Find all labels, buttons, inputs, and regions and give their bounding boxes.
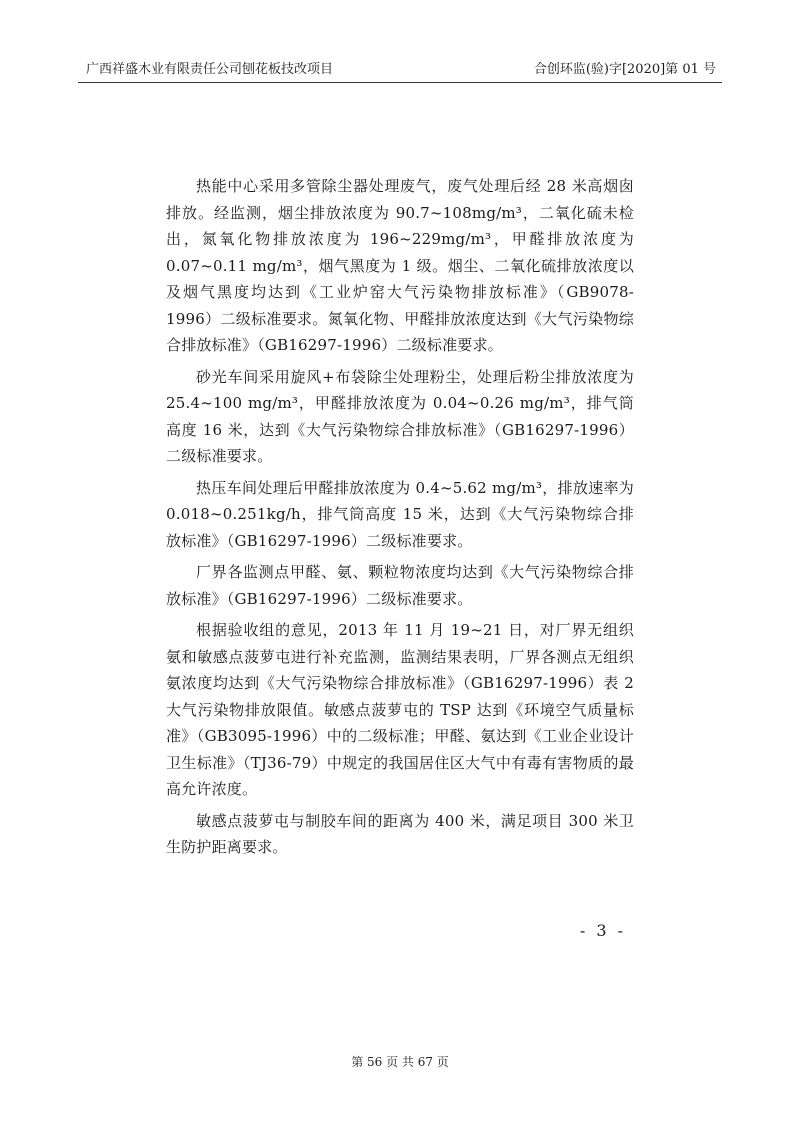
paragraph-hot-press-workshop: 热压车间处理后甲醛排放浓度为 0.4~5.62 mg/m³，排放速率为 0.018~0.251kg/h，排气筒高度 15 米，达到《大气污染物综合排放标准》（GB16297-1996）二级标准要求。 [166, 478, 634, 550]
body-text [166, 173, 634, 866]
paragraph-sanding-workshop: 砂光车间采用旋风+布袋除尘处理粉尘，处理后粉尘排放浓度为 25.4~100 mg/m³，甲醛排放浓度为 0.04~0.26 mg/m³，排气筒高度 16 米，达到《大气污染物综合排放标准》（GB16297-1996）二级标准要求。 [166, 367, 634, 465]
header-project-title: 广西祥盛木业有限责任公司刨花板技改项目 [86, 62, 334, 77]
paragraph-protection-distance: 敏感点菠萝屯与制胶车间的距离为 400 米，满足项目 300 米卫生防护距离要求。 [166, 811, 634, 856]
page-number: - 3 - [579, 921, 626, 940]
page-header [78, 60, 722, 83]
paragraph-heat-center: 热能中心采用多管除尘器处理废气，废气处理后经 28 米高烟囱排放。经监测，烟尘排放浓度为 90.7~108mg/m³，二氧化硫未检出，氮氧化物排放浓度为 196~229mg/m³，甲醛排放浓度为 0.07~0.11 mg/m³，烟气黑度为 1 级。烟尘、二氧化硫排放浓度以及烟气黑度均达到《工业炉窑大气污染物排放标准》（GB9078-1996）二级标准要求。氮氧化物、甲醛排放浓度达到《大气污染物综合排放标准》（GB16297-1996）二级标准要求。 [166, 177, 634, 354]
paragraph-boundary-monitoring: 厂界各监测点甲醛、氨、颗粒物浓度均达到《大气污染物综合排放标准》（GB16297-1996）二级标准要求。 [166, 563, 634, 608]
paragraph-supplementary-monitoring: 根据验收组的意见，2013 年 11 月 19~21 日，对厂界无组织氨和敏感点菠萝屯进行补充监测，监测结果表明，厂界各测点无组织氨浓度均达到《大气污染物综合排放标准》（GB16297-1996）表 2 大气污染物排放限值。敏感点菠萝屯的 TSP 达到《环境空气质量标准》（GB3095-1996）中的二级标准；甲醛、氨达到《工业企业设计卫生标准》（TJ36-79）中规定的我国居住区大气中有毒有害物质的最高允许浓度。 [166, 621, 634, 798]
page-footer: 第 56 页 共 67 页 [351, 1055, 449, 1069]
header-document-number: 合创环监(验)字[2020]第 01 号 [533, 62, 716, 77]
